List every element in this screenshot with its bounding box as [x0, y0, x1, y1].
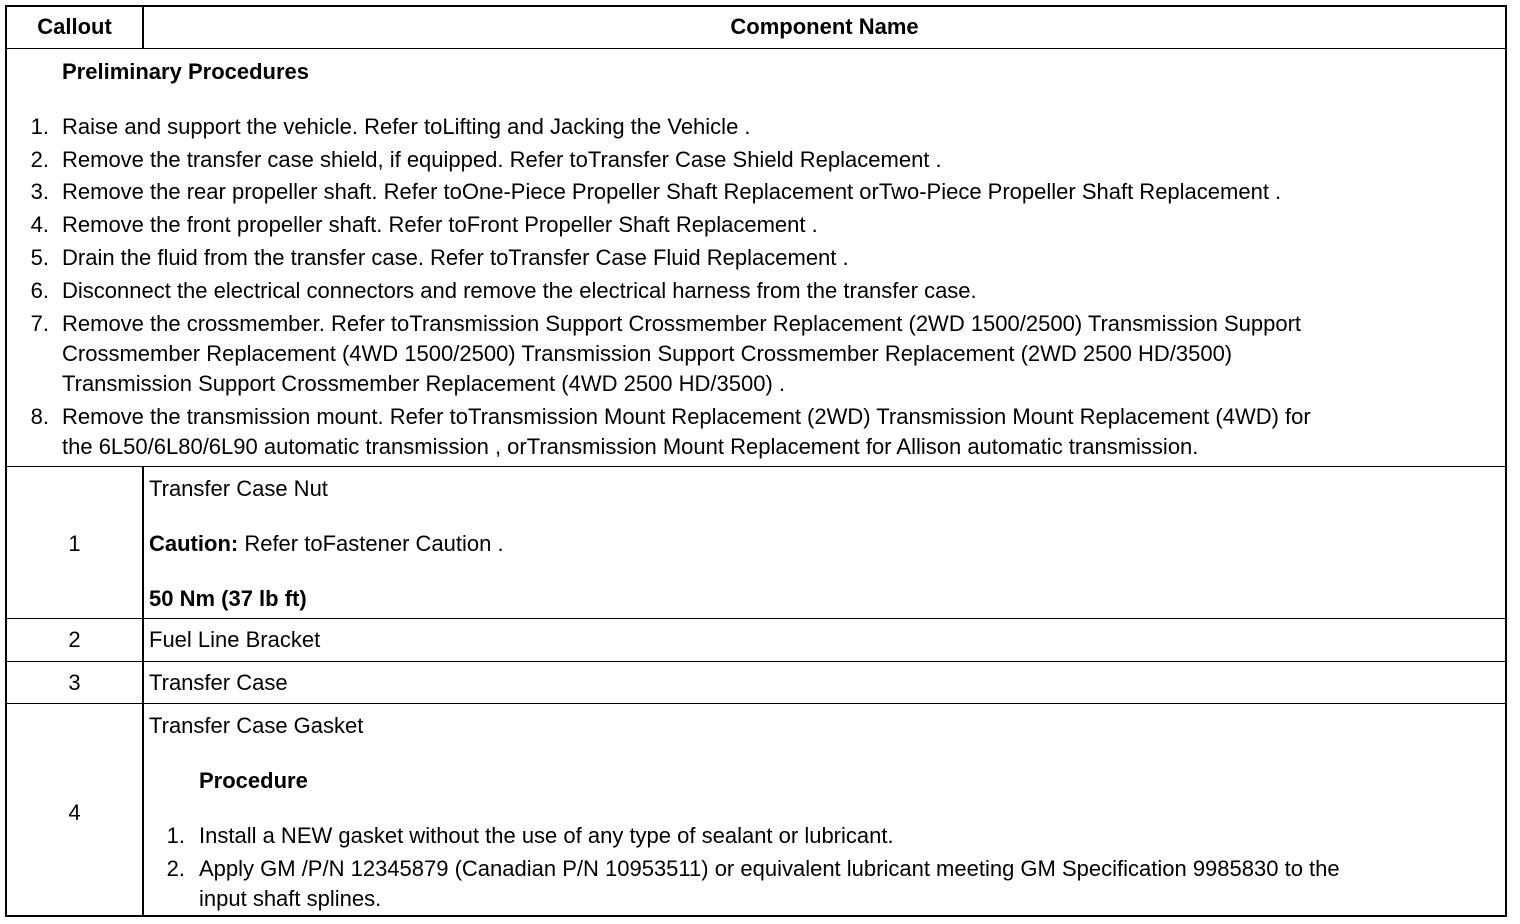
component-name: Transfer Case Nut [149, 476, 328, 501]
table-row [7, 467, 1505, 619]
row-column-divider [142, 619, 144, 662]
step-number: 2. [166, 856, 185, 881]
header-column-divider [142, 7, 144, 49]
table-row [7, 662, 1505, 704]
caution-note [149, 531, 504, 557]
component-name: Transfer Case Gasket [149, 713, 364, 738]
table-header-row [7, 7, 1505, 49]
step-text-line: Remove the crossmember. Refer toTransmission Support Crossmember Replacement (2WD 1500/2500) Transmission Support [62, 311, 1302, 336]
step-text-line: Transmission Support Crossmember Replacement (4WD 2500 HD/3500) . [62, 371, 786, 396]
step-number: 1. [30, 114, 49, 139]
step-number: 7. [30, 311, 49, 336]
component-name-column-header: Component Name [730, 14, 919, 39]
step-text: Remove the transfer case shield, if equipped. Refer toTransfer Case Shield Replacement . [62, 147, 942, 172]
step-text-line: Apply GM /P/N 12345879 (Canadian P/N 10953511) or equivalent lubricant meeting GM Specification 9985830 to the [199, 856, 1340, 881]
step-number: 4. [30, 212, 49, 237]
row-column-divider [142, 704, 144, 915]
component-name: Fuel Line Bracket [149, 627, 321, 652]
step-number: 3. [30, 179, 49, 204]
component-table [5, 5, 1507, 917]
step-number: 1. [166, 823, 185, 848]
preliminary-procedures-title: Preliminary Procedures [62, 59, 310, 84]
step-text: Remove the rear propeller shaft. Refer toOne-Piece Propeller Shaft Replacement orTwo-Piece Propeller Shaft Replacement . [62, 179, 1282, 204]
row-column-divider [142, 467, 144, 619]
callout-number: 1 [68, 531, 81, 556]
caution-text: Refer toFastener Caution . [238, 531, 504, 556]
step-text: Install a NEW gasket without the use of any type of sealant or lubricant. [199, 823, 894, 848]
step-text-line: input shaft splines. [199, 886, 382, 911]
step-number: 6. [30, 278, 49, 303]
procedure-title: Procedure [199, 768, 308, 793]
table-row [7, 619, 1505, 662]
preliminary-procedures-row [7, 49, 1505, 467]
table-row [7, 704, 1505, 915]
caution-label: Caution: [149, 531, 239, 556]
step-text: Remove the front propeller shaft. Refer toFront Propeller Shaft Replacement . [62, 212, 818, 237]
step-text-line: Crossmember Replacement (4WD 1500/2500) Transmission Support Crossmember Replacement (2WD 2500 HD/3500) [62, 341, 1233, 366]
callout-number: 4 [68, 800, 81, 825]
step-number: 8. [30, 404, 49, 429]
step-number: 2. [30, 147, 49, 172]
step-text: Drain the fluid from the transfer case. Refer toTransfer Case Fluid Replacement . [62, 245, 849, 270]
torque-spec: 50 Nm (37 lb ft) [149, 586, 307, 611]
step-number: 5. [30, 245, 49, 270]
step-text-line: the 6L50/6L80/6L90 automatic transmission , orTransmission Mount Replacement for Allison automatic transmission. [62, 434, 1199, 459]
callout-number: 2 [68, 627, 81, 652]
step-text-line: Remove the transmission mount. Refer toTransmission Mount Replacement (2WD) Transmission Mount Replacement (4WD) for [62, 404, 1311, 429]
step-text: Disconnect the electrical connectors and remove the electrical harness from the transfer case. [62, 278, 977, 303]
component-name: Transfer Case [149, 670, 288, 695]
step-text: Raise and support the vehicle. Refer toLifting and Jacking the Vehicle . [62, 114, 751, 139]
callout-number: 3 [68, 670, 81, 695]
callout-column-header: Callout [37, 14, 112, 39]
row-column-divider [142, 662, 144, 704]
